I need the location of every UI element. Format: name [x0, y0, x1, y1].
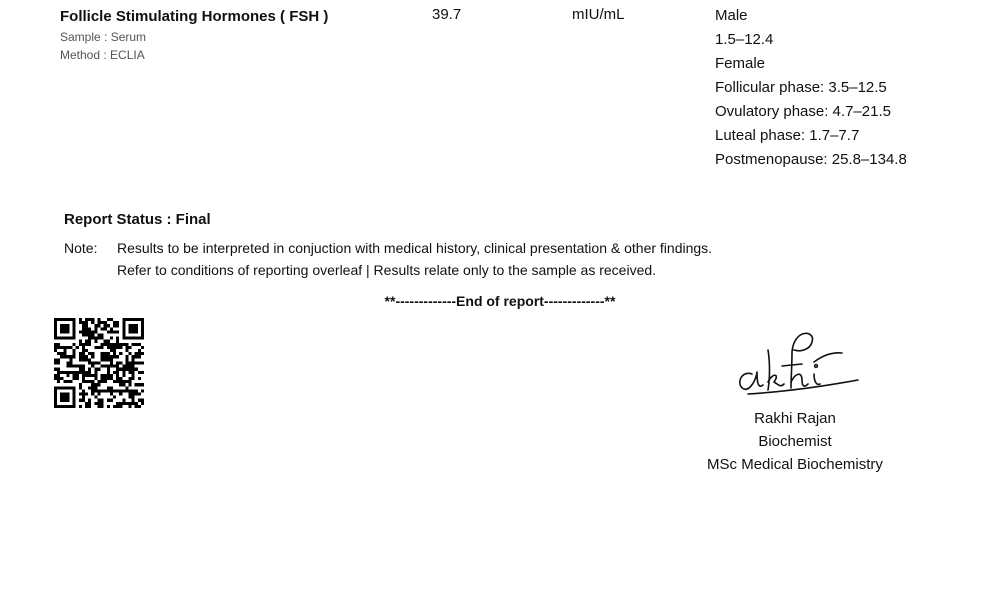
end-of-report: **-------------End of report-------------**	[384, 293, 616, 309]
note-label: Note:	[64, 240, 98, 256]
signatory-designation: Biochemist	[758, 433, 832, 450]
report-status: Report Status : Final	[64, 211, 211, 228]
signatory-qualification: MSc Medical Biochemistry	[707, 456, 883, 473]
reference-range-line: Ovulatory phase: 4.7–21.5	[715, 103, 891, 120]
reference-range-line: Female	[715, 55, 766, 72]
note-line: Results to be interpreted in conjuction with medical history, clinical presentation & other findings.	[117, 240, 713, 256]
reference-range-line: Male	[715, 7, 748, 24]
result-value: 39.7	[432, 6, 462, 23]
test-method: Method : ECLIA	[60, 48, 145, 62]
signatory-name: Rakhi Rajan	[754, 410, 836, 427]
test-name: Follicle Stimulating Hormones ( FSH )	[60, 8, 329, 25]
reference-range-line: Follicular phase: 3.5–12.5	[715, 79, 887, 96]
reference-range-line: Postmenopause: 25.8–134.8	[715, 151, 907, 168]
note-line: Refer to conditions of reporting overleaf | Results relate only to the sample as received.	[117, 262, 657, 278]
reference-range-line: Luteal phase: 1.7–7.7	[715, 127, 860, 144]
sample-type: Sample : Serum	[60, 30, 147, 44]
reference-range-line: 1.5–12.4	[715, 31, 774, 48]
signature	[730, 322, 865, 400]
signatory-block	[690, 407, 900, 476]
result-unit: mIU/mL	[572, 6, 625, 23]
qr-code-icon	[54, 318, 144, 408]
